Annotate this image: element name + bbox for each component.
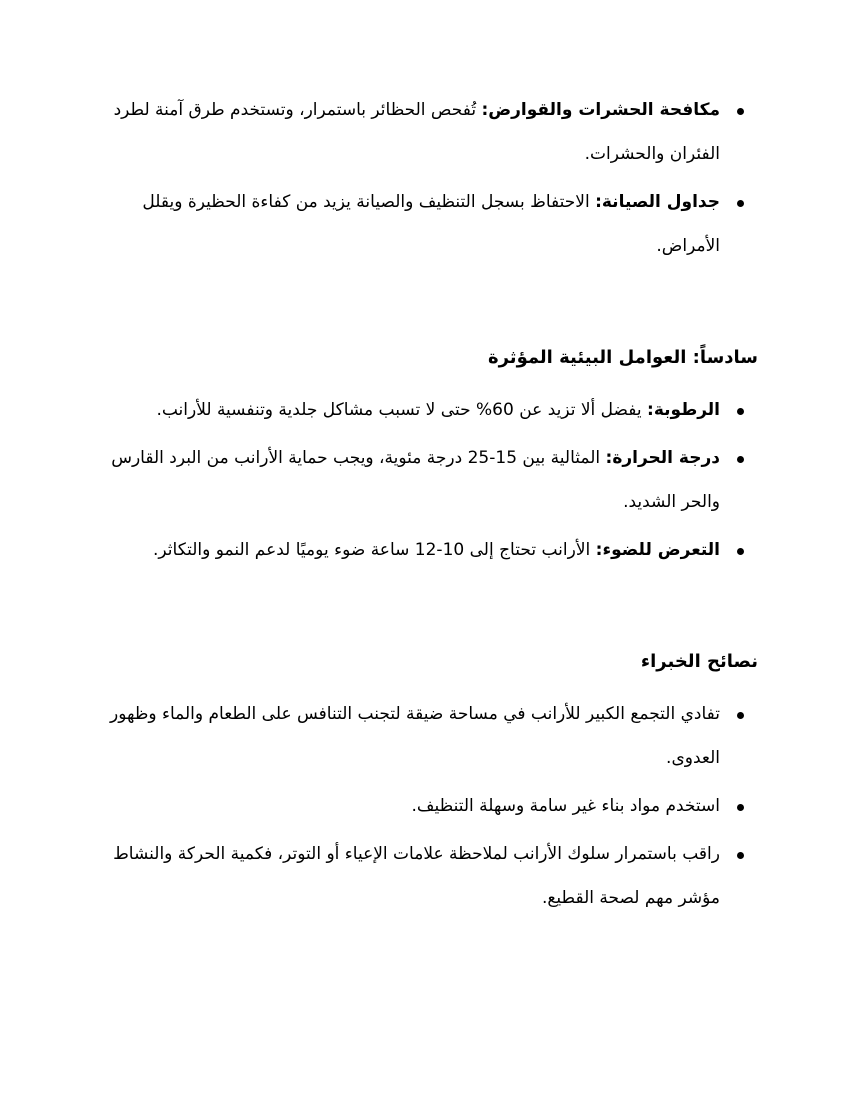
item-text: راقب باستمرار سلوك الأرانب لملاحظة علامات الإعياء أو التوتر، فكمية الحركة والنشاط مؤشر مهم لصحة القطيع. [113, 844, 720, 908]
section-gap [108, 272, 758, 338]
list-item [108, 388, 758, 432]
item-text: الاحتفاظ بسجل التنظيف والصيانة يزيد من كفاءة الحظيرة ويقلل الأمراض. [142, 192, 720, 256]
item-text: تُفحص الحظائر باستمرار، وتستخدم طرق آمنة لطرد الفئران والحشرات. [113, 100, 720, 164]
bullet-icon [737, 712, 744, 719]
list-item [108, 528, 758, 572]
item-text: المثالية بين 15-25 درجة مئوية، ويجب حماية الأرانب من البرد القارس والحر الشديد. [111, 448, 720, 512]
list-item [108, 180, 758, 268]
bullet-icon [737, 852, 744, 859]
item-text: يفضل ألا تزيد عن 60% حتى لا تسبب مشاكل جلدية وتنفسية للأرانب. [156, 400, 648, 420]
bullet-icon [737, 200, 744, 207]
environment-list [108, 388, 758, 572]
bullet-icon [737, 804, 744, 811]
list-item [108, 436, 758, 524]
item-text: استخدم مواد بناء غير سامة وسهلة التنظيف. [411, 796, 720, 816]
heading-gap [108, 682, 758, 692]
list-item [108, 784, 758, 828]
environment-heading: سادساً: العوامل البيئية المؤثرة [487, 347, 758, 368]
item-term: التعرض للضوء: [595, 540, 720, 560]
heading-gap [108, 378, 758, 388]
item-term: جداول الصيانة: [595, 192, 720, 212]
list-item [108, 692, 758, 780]
item-text: تفادي التجمع الكبير للأرانب في مساحة ضيقة لتجنب التنافس على الطعام والماء وظهور العدوى. [110, 704, 720, 768]
list-item [108, 832, 758, 920]
bullet-icon [737, 108, 744, 115]
item-term: مكافحة الحشرات والقوارض: [481, 100, 720, 120]
bullet-icon [737, 548, 744, 555]
section-gap [108, 576, 758, 642]
bullet-icon [737, 456, 744, 463]
item-term: الرطوبة: [647, 400, 720, 420]
list-item [108, 88, 758, 176]
expert-tips-heading: نصائح الخبراء [640, 651, 758, 672]
bullet-icon [737, 408, 744, 415]
item-term: درجة الحرارة: [605, 448, 720, 468]
document-content [108, 88, 758, 924]
expert-tips-list [108, 692, 758, 920]
pest-control-list [108, 88, 758, 268]
item-text: الأرانب تحتاج إلى 10-12 ساعة ضوء يوميًا لدعم النمو والتكاثر. [153, 540, 596, 560]
